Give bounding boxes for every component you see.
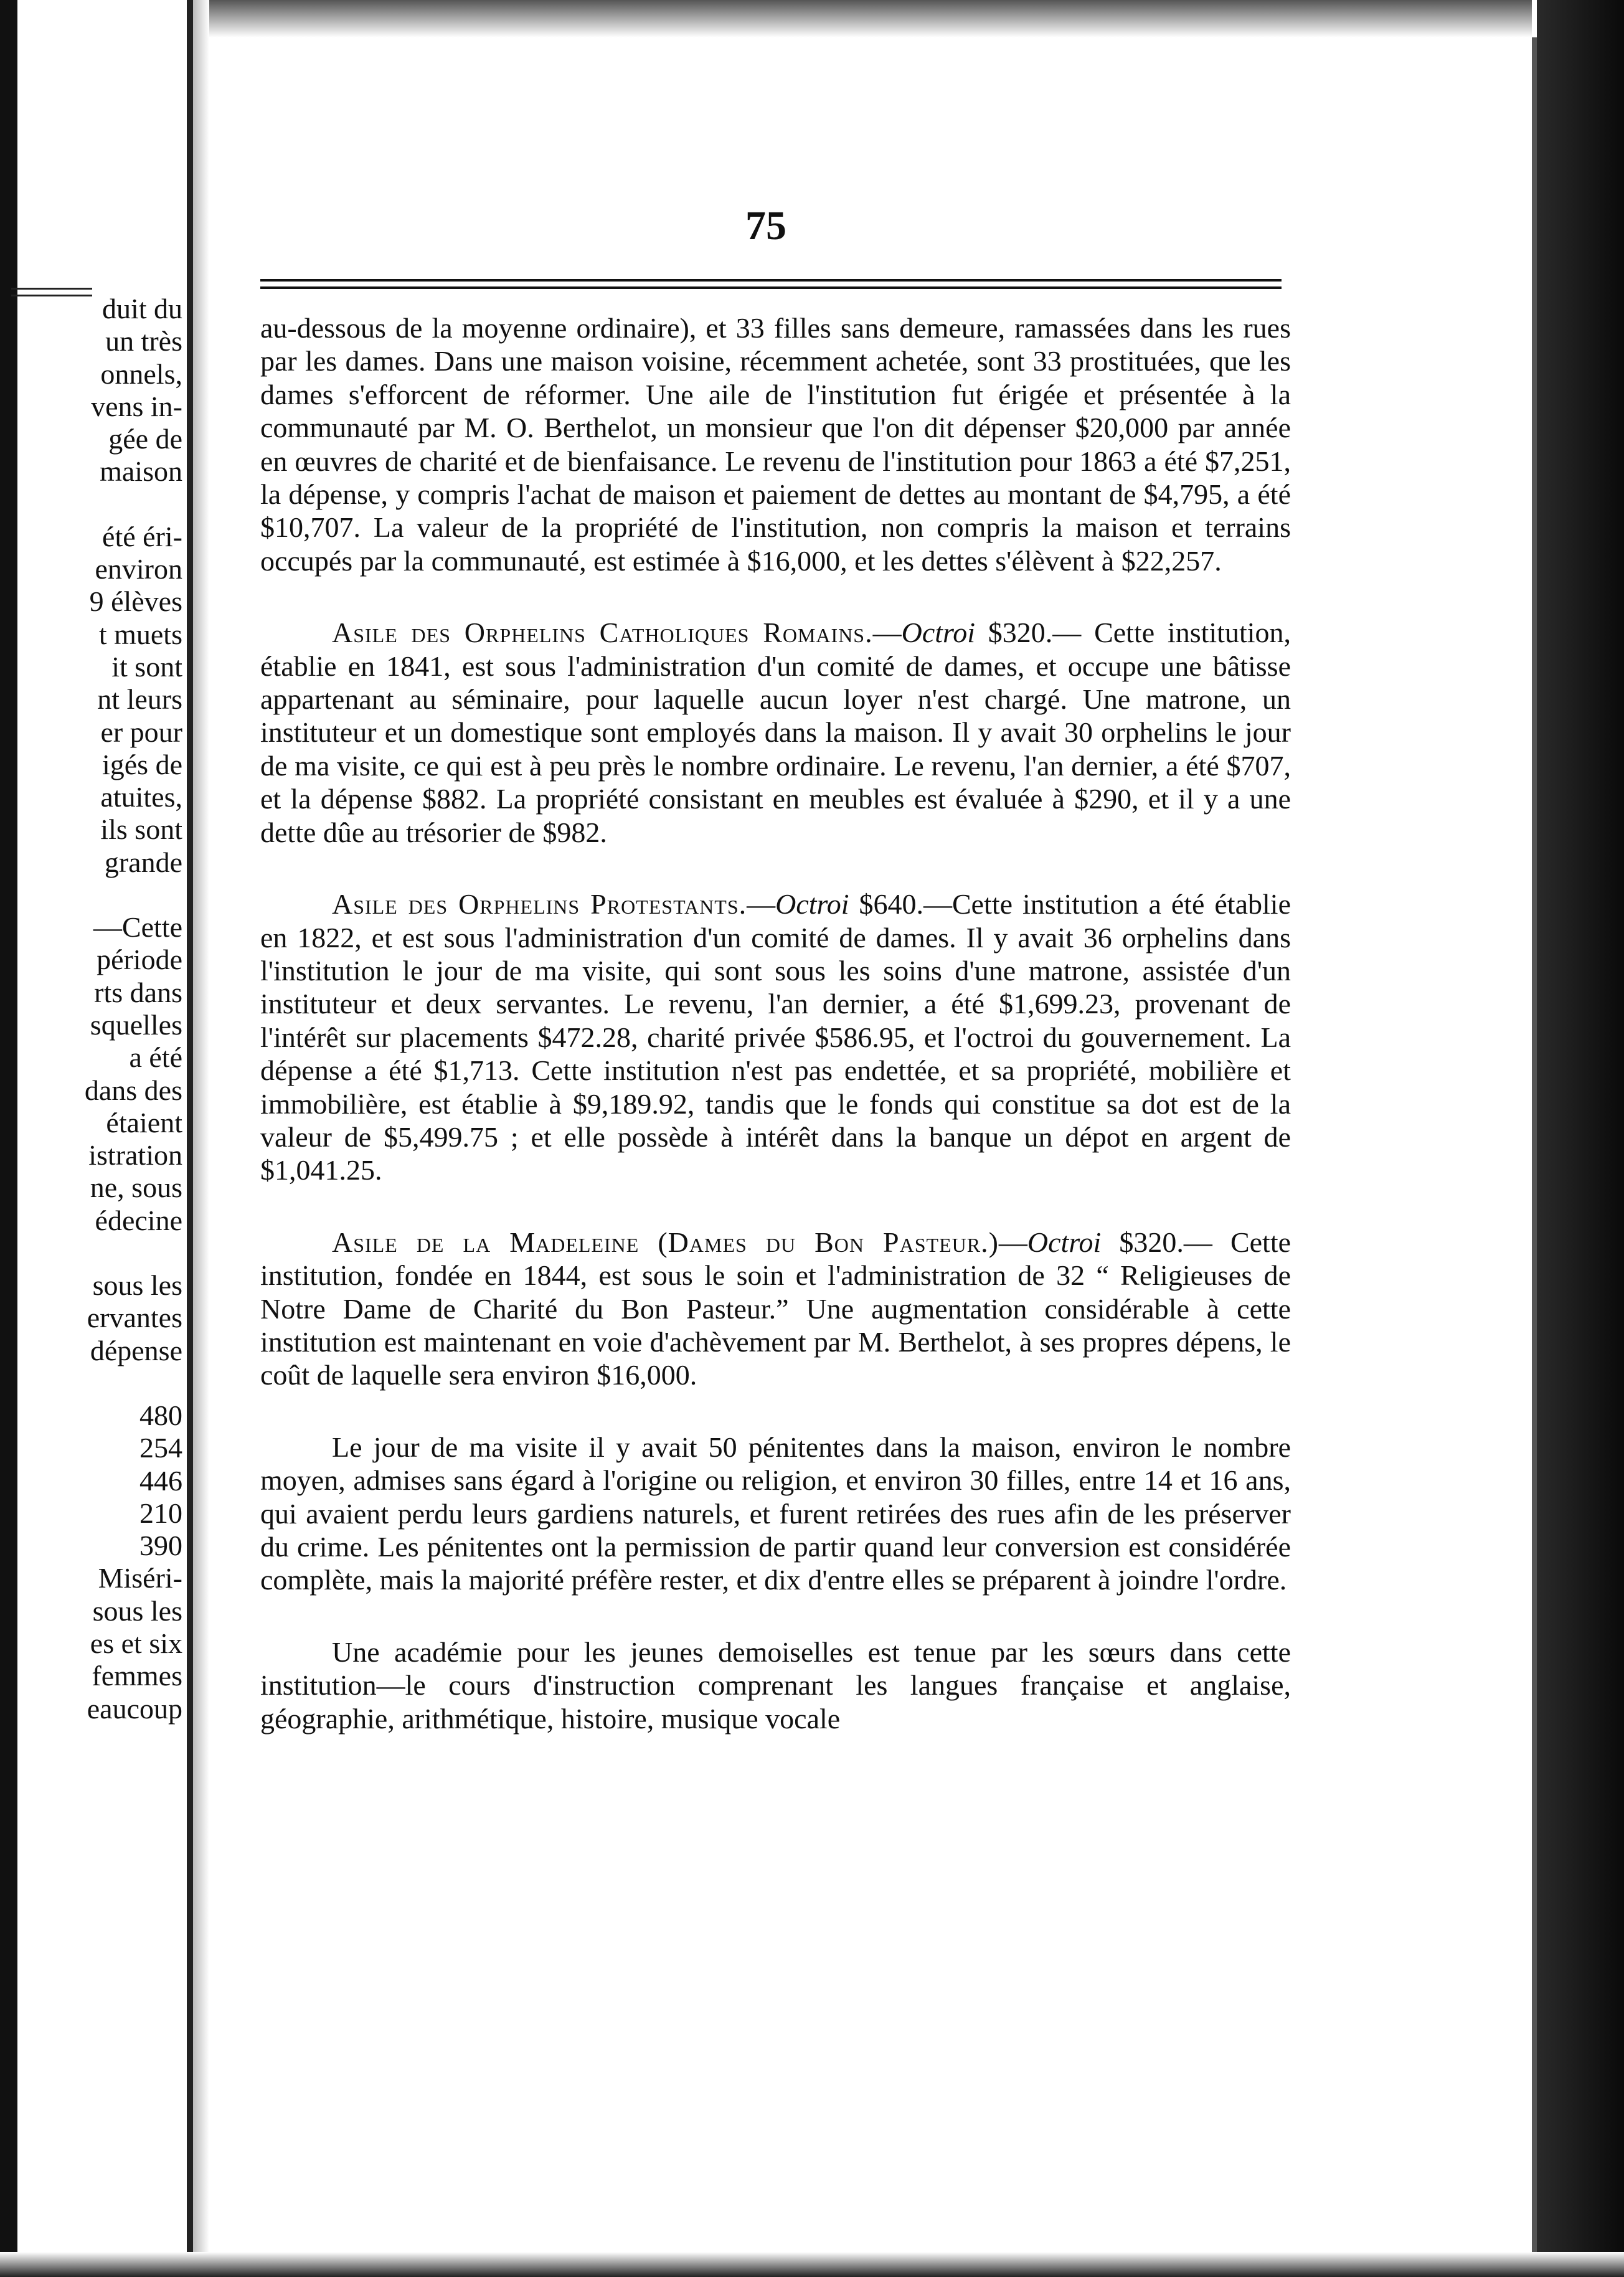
left-fragment-gap — [5, 879, 182, 911]
left-fragment-line: dépense — [90, 1334, 182, 1366]
left-fragment-line: nt leurs — [97, 683, 182, 716]
grant-label: Octroi — [1027, 1226, 1102, 1258]
left-fragment-line: gée de — [108, 423, 182, 455]
section-heading: Asile des Orphelins Protestants. — [332, 888, 747, 921]
left-fragment-line: 210 — [139, 1497, 182, 1529]
left-fragment-line: a été — [129, 1041, 182, 1074]
left-fragment-line: ne, sous — [90, 1172, 182, 1204]
left-fragment-line: —Cette — [93, 911, 182, 944]
left-fragment-line: squelles — [90, 1008, 182, 1041]
section-heading: Asile des Orphelins Catholiques Romains. — [332, 617, 873, 649]
left-fragment-line: sous les — [92, 1269, 182, 1302]
left-fragment-line: étaient — [106, 1106, 182, 1138]
header-rule-top — [260, 279, 1282, 282]
left-fragment-line: Miséri- — [98, 1562, 182, 1594]
page-number: 75 — [745, 203, 786, 249]
grant-label: Octroi — [901, 617, 976, 649]
left-fragment-line: un très — [105, 325, 182, 357]
left-fragment-line: igés de — [102, 748, 182, 780]
section-body: Cette institution a été établie en 1822, et est sous l'administration d'un comité de dames. Il y avait 36 orphelins dans l'institution le jour de ma visite, qui sont sous les soins d'une matrone, assistée d'un instituteur et deux servantes. Le revenu, l'an dernier, a été $1,699.23, provenant de l'intérêt sur placements $472.28, charité privée $586.95, et l'octroi du gouvernement. La dépense a été $1,713. Cette institution n'est pas endettée, et sa propriété, mobilière et immobilière, est établie à $9,189.92, tandis que le fonds qui constitue sa dot est de la valeur de $5,499.75 ; et elle possède à intérêt dans la banque un dépot en argent de $1,041.25. — [260, 888, 1291, 1186]
scan-border-right — [1537, 0, 1624, 2277]
left-fragment-line: période — [97, 944, 182, 976]
left-fragment-line: t muets — [98, 618, 182, 650]
paragraph-continuation: au-dessous de la moyenne ordinaire), et 33 filles sans demeure, ramassées dans les rues par les dames. Dans une maison voisine, récemment achetée, sont 33 prostituées, que les dames s'efforcent de réformer. Une aile de l'institution fut érigée et présentée à la communauté par M. O. Berthelot, un monsieur que l'on dit dépenser $20,000 par année en œuvres de charité et de bienfaisance. Le revenu de l'institution pour 1863 a été $7,251, la dépense, y compris l'achat de maison et paiement de dettes au montant de $4,795, a été $10,707. La valeur de la propriété de l'institution, non compris la maison et terrains occupés par la communauté, est estimée à $16,000, et les dettes s'élèvent à $22,257. — [260, 312, 1291, 577]
paragraph-madeleine: Asile de la Madeleine (Dames du Bon Pasteur.)—Octroi $320.— Cette institution, fondée en 1844, est sous le soin et l'administration de 32 “ Religieuses de Notre Dame de Charité du Bon Pasteur.” Une augmentation considérable à cette institution est maintenant en voie d'achèvement par M. Berthelot, à ses propres dépens, le coût de laquelle sera environ $16,000. — [260, 1226, 1291, 1391]
scan-shadow-top — [193, 0, 1532, 37]
left-fragment-line: édecine — [95, 1204, 182, 1236]
grant-amount: $640. — [859, 888, 923, 921]
left-fragment-line: 254 — [139, 1432, 182, 1464]
left-fragment-line: été éri- — [102, 520, 182, 552]
grant-label: Octroi — [775, 888, 849, 921]
left-fragment-line: environ — [95, 553, 182, 585]
left-fragment-line: femmes — [92, 1660, 182, 1692]
left-fragment-line: sous les — [92, 1594, 182, 1627]
left-fragment-line: it sont — [111, 650, 182, 683]
left-fragment-line: er pour — [100, 716, 182, 748]
left-fragment-line: istration — [88, 1139, 182, 1172]
main-text-column — [260, 311, 1291, 1735]
left-fragment-line: dans des — [84, 1074, 182, 1106]
left-fragment-line: 9 élèves — [89, 585, 182, 618]
left-page-fragment — [5, 293, 182, 1725]
section-heading: Asile de la Madeleine (Dames du Bon Pasteur.) — [332, 1226, 999, 1258]
left-fragment-line: ervantes — [87, 1302, 182, 1334]
left-fragment-line: es et six — [90, 1627, 182, 1659]
grant-amount: $320. — [1119, 1226, 1184, 1258]
paragraph-penitents: Le jour de ma visite il y avait 50 pénitentes dans la maison, environ le nombre moyen, admises sans égard à l'origine ou religion, et environ 30 filles, entre 14 et 16 ans, qui avaient perdu leurs gardiens naturels, et furent retirées des rues afin de les préserver du crime. Les pénitentes ont la permission de partir quand leur conversion est considérée complète, mais la majorité préfère rester, et dix d'entre elles se préparent à joindre l'ordre. — [260, 1431, 1291, 1596]
left-fragment-line: onnels, — [100, 357, 182, 390]
page-edge-right — [1532, 37, 1537, 2277]
left-fragment-line: duit du — [102, 293, 182, 324]
left-fragment-gap — [5, 1367, 182, 1399]
header-rule-bottom — [260, 286, 1282, 289]
left-fragment-line: eaucoup — [87, 1692, 182, 1725]
left-fragment-line: 480 — [139, 1399, 182, 1431]
paragraph-catholic-orphans: Asile des Orphelins Catholiques Romains.—Octroi $320.— Cette institution, établie en 1841, est sous l'administration d'un comité de dames, et occupe une bâtisse appartenant au séminaire, pour laquelle aucun loyer n'est chargé. Une matrone, un instituteur et un domestique sont employés dans la maison. Il y avait 30 orphelins le jour de ma visite, ce qui est à peu près le nombre ordinaire. Le revenu, l'an dernier, a été $707, et la dépense $882. La propriété consistant en meubles est évaluée à $290, et il y a une dette dûe au trésorier de $982. — [260, 617, 1291, 848]
left-fragment-line: grande — [104, 846, 182, 878]
section-body: Cette institution, fondée en 1844, est sous le soin et l'administration de 32 “ Religieuses de Notre Dame de Charité du Bon Pasteur.” Une augmentation considérable à cette institution est maintenant en voie d'achèvement par M. Berthelot, à ses propres dépens, le coût de laquelle sera environ $16,000. — [260, 1226, 1291, 1391]
left-fragment-line: ils sont — [100, 813, 182, 846]
left-fragment-line: atuites, — [100, 781, 182, 813]
book-spine — [187, 0, 193, 2277]
left-fragment-line: 446 — [139, 1464, 182, 1497]
section-body: Cette institution, établie en 1841, est sous l'administration d'un comité de dames, et occupe une bâtisse appartenant au séminaire, pour laquelle aucun loyer n'est chargé. Une matrone, un instituteur et un domestique sont employés dans la maison. Il y avait 30 orphelins le jour de ma visite, ce qui est à peu près le nombre ordinaire. Le revenu, l'an dernier, a été $707, et la dépense $882. La propriété consistant en meubles est évaluée à $290, et il y a une dette dûe au trésorier de $982. — [260, 617, 1291, 848]
scan-shadow-bottom — [0, 2252, 1624, 2277]
left-fragment-gap — [5, 488, 182, 521]
left-fragment-line: maison — [100, 455, 182, 488]
left-fragment-line: vens in- — [91, 390, 182, 422]
left-fragment-gap — [5, 1237, 182, 1269]
grant-amount: $320. — [988, 617, 1053, 649]
left-fragment-line: 390 — [139, 1530, 182, 1562]
left-fragment-line: rts dans — [94, 976, 182, 1008]
paragraph-protestant-orphans: Asile des Orphelins Protestants.—Octroi $640.—Cette institution a été établie en 1822, et est sous l'administration d'un comité de dames. Il y avait 36 orphelins dans l'institution le jour de ma visite, qui sont sous les soins d'une matrone, assistée d'un instituteur et deux servantes. Le revenu, l'an dernier, a été $1,699.23, provenant de l'intérêt sur placements $472.28, charité privée $586.95, et l'octroi du gouvernement. La dépense a été $1,713. Cette institution n'est pas endettée, et sa propriété, mobilière et immobilière, est établie à $9,189.92, tandis que le fonds qui constitue sa dot est de la valeur de $5,499.75 ; et elle possède à intérêt dans la banque un dépot en argent de $1,041.25. — [260, 888, 1291, 1186]
paragraph-academy: Une académie pour les jeunes demoiselles est tenue par les sœurs dans cette institution—le cours d'instruction comprenant les langues française et anglaise, géographie, arithmétique, histoire, musique vocale — [260, 1636, 1291, 1735]
spine-shadow — [193, 0, 209, 2277]
